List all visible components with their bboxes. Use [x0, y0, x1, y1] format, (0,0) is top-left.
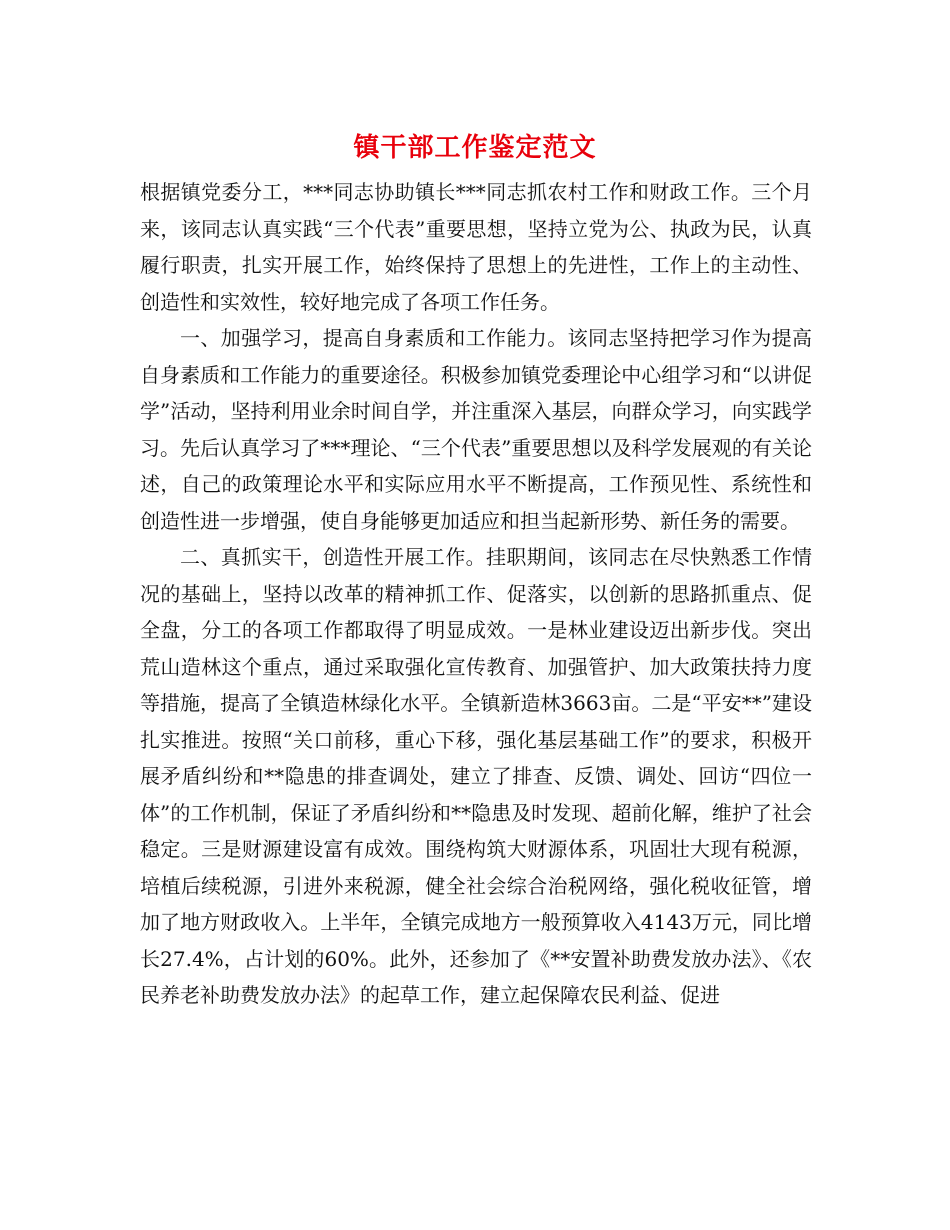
document-body [140, 174, 812, 1014]
document-title: 镇干部工作鉴定范文 [353, 133, 597, 163]
paragraph-study: 一、加强学习，提高自身素质和工作能力。该同志坚持把学习作为提高自身素质和工作能力的重要途径。积极参加镇党委理论中心组学习和“以讲促学”活动，坚持利用业余时间自学，并注重深入基层，向群众学习，向实践学习。先后认真学习了***理论、“三个代表”重要思想以及科学发展观的有关论述，自己的政策理论水平和实际应用水平不断提高，工作预见性、系统性和创造性进一步增强，使自身能够更加适应和担当起新形势、新任务的需要。 [140, 326, 812, 533]
paragraph-intro: 根据镇党委分工，***同志协助镇长***同志抓农村工作和财政工作。三个月来，该同志认真实践“三个代表”重要思想，坚持立党为公、执政为民，认真履行职责，扎实开展工作，始终保持了思想上的先进性，工作上的主动性、创造性和实效性，较好地完成了各项工作任务。 [140, 180, 812, 314]
paragraph-work: 二、真抓实干，创造性开展工作。挂职期间，该同志在尽快熟悉工作情况的基础上，坚持以改革的精神抓工作、促落实，以创新的思路抓重点、促全盘，分工的各项工作都取得了明显成效。一是林业建设迈出新步伐。突出荒山造林这个重点，通过采取强化宣传教育、加强管护、加大政策扶持力度等措施，提高了全镇造林绿化水平。全镇新造林3663亩。二是“平安**”建设扎实推进。按照“关口前移，重心下移，强化基层基础工作”的要求，积极开展矛盾纠纷和**隐患的排查调处，建立了排查、反馈、调处、回访“四位一体”的工作机制，保证了矛盾纠纷和**隐患及时发现、超前化解，维护了社会稳定。三是财源建设富有成效。围绕构筑大财源体系，巩固壮大现有税源，培植后续税源，引进外来税源，健全社会综合治税网络，强化税收征管，增加了地方财政收入。上半年，全镇完成地方一般预算收入4143万元，同比增长27.4%，占计划的60%。此外，还参加了《**安置补助费发放办法》、《农民养老补助费发放办法》的起草工作，建立起保障农民利益、促进 [140, 545, 812, 1007]
